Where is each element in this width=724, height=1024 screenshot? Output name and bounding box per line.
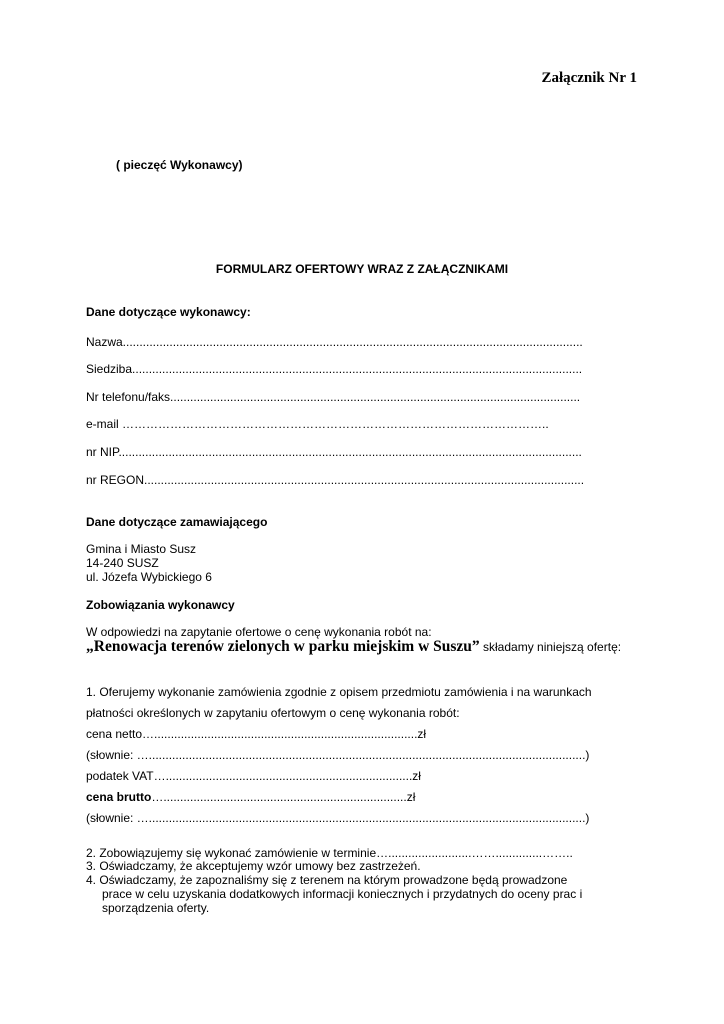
net-price-field: cena netto…...............................................................................zł [86, 727, 427, 741]
item1-line2: płatności określonych w zapytaniu ofertowym o cenę wykonania robót: [86, 706, 460, 720]
item3-contract: 3. Oświadczamy, że akceptujemy wzór umowy bez zastrzeżeń. [86, 859, 421, 873]
contractor-name-field: Nazwa.......................................................................................................................................... [86, 335, 583, 349]
gross-price-words-field: (słownie: …...................................................................................................................................) [86, 811, 590, 825]
net-price-words-field: (słownie: …...................................................................................................................................) [86, 748, 590, 762]
ordering-party-name: Gmina i Miasto Susz [86, 542, 197, 556]
obligations-heading: Zobowiązania wykonawcy [86, 598, 235, 612]
item1-line1: 1. Oferujemy wykonanie zamówienia zgodnie z opisem przedmiotu zamówienia i na warunkach [86, 685, 592, 699]
contractor-heading: Dane dotyczące wykonawcy: [86, 305, 251, 319]
ordering-party-heading: Dane dotyczące zamawiającego [86, 515, 268, 529]
item4-line2: prace w celu uzyskania dodatkowych informacji koniecznych i przydatnych do oceny prac i [102, 887, 583, 901]
project-suffix: składamy niniejszą ofertę: [479, 640, 622, 654]
annex-title: Załącznik Nr 1 [541, 70, 637, 86]
contractor-address-field: Siedziba....................................................................................................................................... [86, 362, 583, 376]
item4-line1: 4. Oświadczamy, że zapoznaliśmy się z terenem na którym prowadzone będą prowadzone [86, 873, 568, 887]
gross-price-label: cena brutto [86, 790, 152, 804]
project-line [86, 639, 621, 655]
item2-deadline: 2. Zobowiązujemy się wykonać zamówienie w terminie….........................……..............…….. [86, 846, 573, 860]
stamp-label: ( pieczęć Wykonawcy) [116, 158, 243, 172]
obligations-intro: W odpowiedzi na zapytanie ofertowe o cenę wykonania robót na: [86, 625, 432, 639]
document-title: FORMULARZ OFERTOWY WRAZ Z ZAŁĄCZNIKAMI [215, 262, 509, 276]
contractor-regon-field: nr REGON.................................................................................................................................... [86, 473, 585, 487]
item4-line3: sporządzenia oferty. [102, 901, 210, 915]
gross-price-field [86, 790, 415, 805]
contractor-nip-field: nr NIP........................................................................................................................................... [86, 445, 582, 459]
gross-price-dots: ….........................................................................zł [151, 790, 416, 804]
vat-field: podatek VAT…..........................................................................zł [86, 769, 421, 783]
contractor-email-field: e-mail …………………………………………………………………………………………….. [86, 417, 549, 431]
ordering-party-postcode: 14-240 SUSZ [86, 556, 159, 570]
project-name: „Renowacja terenów zielonych w parku miejskim w Suszu” [86, 638, 480, 655]
ordering-party-street: ul. Józefa Wybickiego 6 [86, 570, 212, 584]
contractor-phone-field: Nr telefonu/faks........................................................................................................................... [86, 390, 581, 404]
